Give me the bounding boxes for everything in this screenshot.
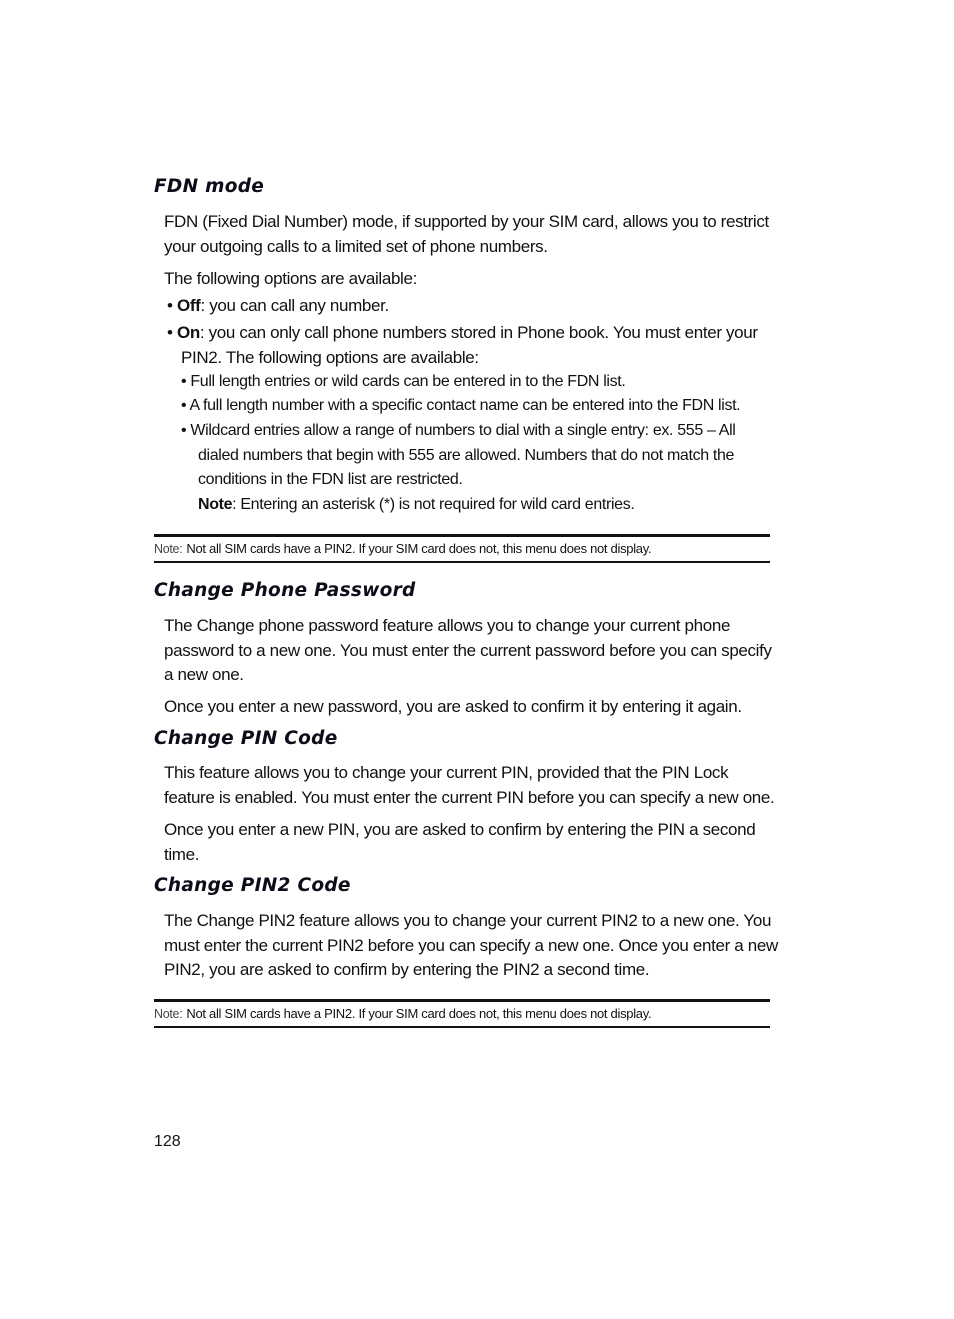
change-pin2-paragraph bbox=[164, 909, 776, 983]
fdn-option-off: • Off: you can call any number. bbox=[167, 296, 389, 315]
change-pin2-line-1: The Change PIN2 feature allows you to change your current PIN2 to a new one. You bbox=[164, 911, 772, 930]
fdn-intro-line-2: your outgoing calls to a limited set of phone numbers. bbox=[164, 236, 548, 256]
change-password-paragraph-2: Once you enter a new password, you are asked to confirm it by entering it again. bbox=[164, 697, 742, 716]
change-pin2-line-3: PIN2, you are asked to confirm by entering the PIN2 a second time. bbox=[164, 960, 650, 979]
inner-note-term: Note bbox=[198, 495, 233, 513]
on-description-line-2: PIN2. The following options are available: bbox=[181, 347, 479, 367]
off-term: Off bbox=[176, 296, 201, 315]
fdn-sub-bullet-2: • A full length number with a specific contact name can be entered into the FDN list. bbox=[181, 397, 741, 414]
note-box-1 bbox=[154, 534, 770, 563]
fdn-option-on: • On: you can only call phone numbers stored in Phone book. You must enter your PIN2. The following options are available: bbox=[167, 321, 758, 370]
change-pin-paragraph-2 bbox=[164, 818, 776, 867]
change-password-p1-line-3: a new one. bbox=[164, 665, 244, 684]
note-text: Not all SIM cards have a PIN2. If your SIM card does not, this menu does not display. bbox=[186, 1006, 652, 1021]
sub-bullet-1-text: Full length entries or wild cards can be entered in to the FDN list. bbox=[190, 373, 626, 390]
change-pin-code-heading: Change PIN Code bbox=[154, 728, 338, 749]
inner-note-text: : Entering an asterisk (*) is not required for wild card entries. bbox=[232, 495, 635, 513]
change-pin-p1-line-2: feature is enabled. You must enter the current PIN before you can specify a new one. bbox=[164, 787, 775, 807]
change-password-p1-line-2: password to a new one. You must enter the current password before you can specify bbox=[164, 640, 772, 660]
note-box-2 bbox=[154, 999, 770, 1028]
change-pin-p2-line-2: time. bbox=[164, 844, 200, 864]
sub-bullet-3-line-2: dialed numbers that begin with 555 are allowed. Numbers that do not match the bbox=[198, 446, 735, 464]
on-term: On bbox=[176, 323, 200, 342]
fdn-sub-bullet-3: • Wildcard entries allow a range of numbers to dial with a single entry: ex. 555 – All dialed numbers that begin with 555 are allowed. Numbers that do not match the conditions in the FDN list are restricted. Note: Entering an asterisk (*) is not required for wild card entries. bbox=[181, 419, 735, 517]
sub-bullet-3-line-3: conditions in the FDN list are restricted. bbox=[198, 471, 463, 488]
fdn-intro-paragraph bbox=[164, 210, 776, 259]
fdn-options-intro: The following options are available: bbox=[164, 269, 417, 288]
change-pin-p1-line-1: This feature allows you to change your current PIN, provided that the PIN Lock bbox=[164, 763, 729, 782]
change-password-p1-line-1: The Change phone password feature allows you to change your current phone bbox=[164, 616, 731, 635]
fdn-sub-bullet-1: • Full length entries or wild cards can be entered in to the FDN list. bbox=[181, 373, 626, 390]
note-text: Not all SIM cards have a PIN2. If your SIM card does not, this menu does not display. bbox=[186, 541, 652, 556]
note-label: Note: bbox=[154, 542, 183, 556]
off-description: : you can call any number. bbox=[200, 296, 389, 315]
change-pin-paragraph-1 bbox=[164, 761, 776, 810]
on-description-line-1: : you can only call phone numbers stored in Phone book. You must enter your bbox=[199, 323, 758, 342]
sub-bullet-3-line-1: Wildcard entries allow a range of numbers to dial with a single entry: ex. 555 – All bbox=[190, 422, 736, 439]
change-phone-password-heading: Change Phone Password bbox=[154, 580, 416, 601]
change-pin-p2-line-1: Once you enter a new PIN, you are asked to confirm by entering the PIN a second bbox=[164, 820, 756, 839]
inner-note bbox=[181, 493, 735, 518]
sub-bullet-2-text: A full length number with a specific contact name can be entered into the FDN list. bbox=[189, 397, 741, 414]
change-pin2-line-2: must enter the current PIN2 before you can specify a new one. Once you enter a new bbox=[164, 935, 778, 955]
note-label: Note: bbox=[154, 1007, 183, 1021]
change-password-paragraph-1 bbox=[164, 614, 776, 688]
page-number: 128 bbox=[154, 1133, 181, 1150]
change-pin2-code-heading: Change PIN2 Code bbox=[154, 875, 351, 896]
fdn-intro-line-1: FDN (Fixed Dial Number) mode, if supported by your SIM card, allows you to restrict bbox=[164, 212, 769, 231]
fdn-mode-heading: FDN mode bbox=[154, 176, 265, 197]
